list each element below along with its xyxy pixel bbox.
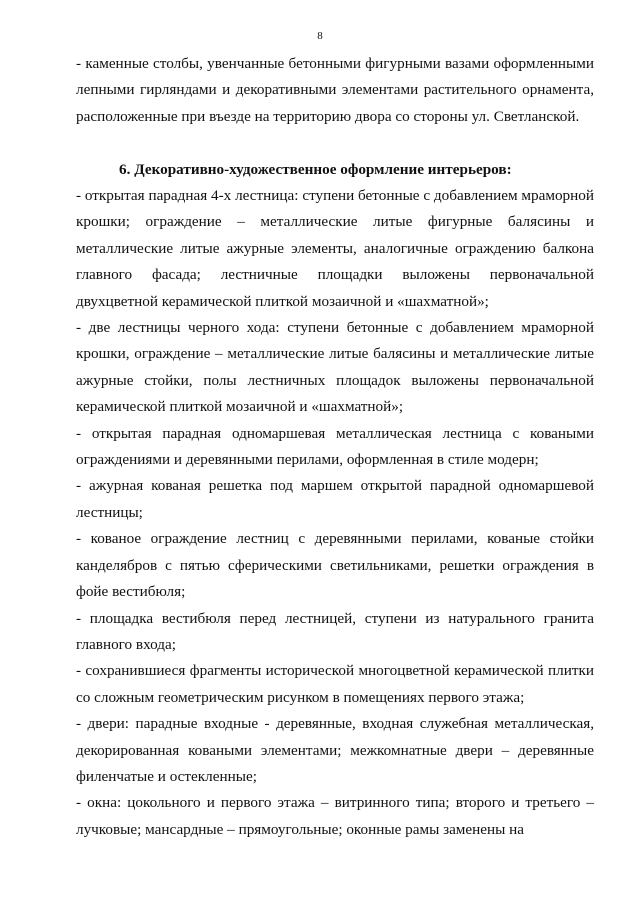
intro-paragraph: - каменные столбы, увенчанные бетонными фигурными вазами оформленными лепными гирляндами и декоративными элементами растительного орнамента, расположенные при въезде на территорию двора со стороны ул. Светланской. bbox=[76, 55, 594, 125]
page-number: 8 bbox=[317, 30, 323, 42]
list-item-open-staircase: - открытая парадная 4-х лестница: ступени бетонные с добавлением мраморной крошки; ограждение – металлические литые фигурные балясины и металлические литые ажурные элементы, аналогичные ограждению балкона главного фасада; лестничные площадки выложены первоначальной двухцветной керамической плиткой мозаичной и «шахматной»; bbox=[76, 187, 594, 310]
list-item-vestibule-platform: - площадка вестибюля перед лестницей, ступени из натурального гранита главного входа; bbox=[76, 609, 594, 653]
document-body bbox=[76, 51, 594, 843]
list-item-back-stairs: - две лестницы черного хода: ступени бетонные с добавлением мраморной крошки, ограждение – металлические литые балясины и металлические литые ажурные стойки, полы лестничных площадок выложены первоначальной керамической плиткой мозаичной и «шахматной»; bbox=[76, 319, 594, 416]
list-item-single-flight-staircase: - открытая парадная одномаршевая металлическая лестница с коваными ограждениями и деревянными перилами, оформленная в стиле модерн; bbox=[76, 424, 594, 469]
list-item-doors: - двери: парадные входные - деревянные, входная служебная металлическая, декорированная коваными элементами; межкомнатные двери – деревянные филенчатые и остекленные; bbox=[76, 715, 594, 785]
list-item-forged-railing: - кованое ограждение лестниц с деревянными перилами, кованые стойки канделябров с пятью сферическими светильниками, решетки ограждения в фойе вестибюля; bbox=[76, 530, 594, 601]
section-heading: 6. Декоративно-художественное оформление интерьеров: bbox=[119, 160, 512, 178]
list-item-ceramic-tile-fragments: - сохранившиеся фрагменты исторической многоцветной керамической плитки со сложным геометрическим рисунком в помещениях первого этажа; bbox=[76, 662, 594, 706]
list-item-windows: - окна: цокольного и первого этажа – витринного типа; второго и третьего – лучковые; мансардные – прямоугольные; оконные рамы заменены на bbox=[76, 794, 594, 838]
list-item-openwork-grille: - ажурная кованая решетка под маршем открытой парадной одномаршевой лестницы; bbox=[76, 477, 594, 521]
